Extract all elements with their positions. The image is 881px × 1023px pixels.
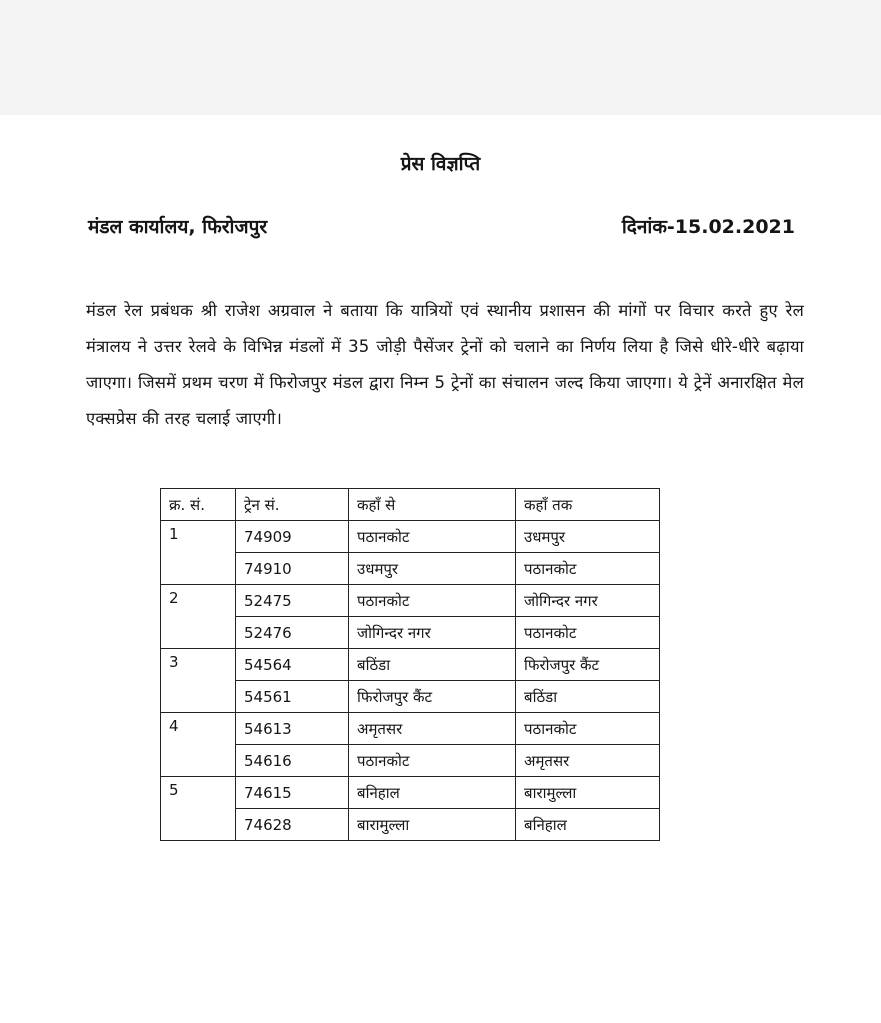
train-number-cell: 54564 [236,649,349,681]
from-cell: पठानकोट [349,585,516,617]
to-cell: बठिंडा [516,681,660,713]
train-number-cell: 54616 [236,745,349,777]
serial-cell: 4 [161,713,236,777]
train-number-cell: 74910 [236,553,349,585]
table-row [161,745,660,777]
from-cell: बारामुल्ला [349,809,516,841]
table-row [161,809,660,841]
from-cell: फिरोजपुर कैंट [349,681,516,713]
serial-cell: 3 [161,649,236,713]
to-cell: जोगिन्दर नगर [516,585,660,617]
serial-cell: 5 [161,777,236,841]
document-date: दिनांक-15.02.2021 [621,216,795,238]
train-number-cell: 52476 [236,617,349,649]
from-cell: बठिंडा [349,649,516,681]
to-cell: अमृतसर [516,745,660,777]
train-number-cell: 52475 [236,585,349,617]
serial-cell: 1 [161,521,236,585]
to-cell: पठानकोट [516,553,660,585]
to-cell: बनिहाल [516,809,660,841]
table-row [161,585,660,617]
from-cell: पठानकोट [349,745,516,777]
to-cell: फिरोजपुर कैंट [516,649,660,681]
page-title: प्रेस विज्ञप्ति [400,153,481,175]
serial-cell: 2 [161,585,236,649]
table-row [161,553,660,585]
to-cell: उधमपुर [516,521,660,553]
train-table [160,488,660,841]
top-band [0,0,881,115]
table-header-row [161,489,660,521]
table-row [161,777,660,809]
header-train-no: ट्रेन सं. [236,489,349,521]
from-cell: पठानकोट [349,521,516,553]
table-row [161,617,660,649]
from-cell: उधमपुर [349,553,516,585]
table-row [161,713,660,745]
to-cell: पठानकोट [516,713,660,745]
to-cell: बारामुल्ला [516,777,660,809]
office-name: मंडल कार्यालय, फिरोजपुर [88,216,268,238]
header-serial: क्र. सं. [161,489,236,521]
from-cell: अमृतसर [349,713,516,745]
table-row [161,521,660,553]
to-cell: पठानकोट [516,617,660,649]
from-cell: जोगिन्दर नगर [349,617,516,649]
train-number-cell: 54613 [236,713,349,745]
header-to: कहाँ तक [516,489,660,521]
train-number-cell: 74909 [236,521,349,553]
body-paragraph: मंडल रेल प्रबंधक श्री राजेश अग्रवाल ने बताया कि यात्रियों एवं स्थानीय प्रशासन की मांगों पर विचार करते हुए रेल मंत्रालय ने उत्तर रेलवे के विभिन्न मंडलों में 35 जोड़ी पैसेंजर ट्रेनों को चलाने का निर्णय लिया है जिसे धीरे-धीरे बढ़ाया जाएगा। जिसमें प्रथम चरण में फिरोजपुर मंडल द्वारा निम्न 5 ट्रेनों का संचालन जल्द किया जाएगा। ये ट्रेनें अनारक्षित मेल एक्सप्रेस की तरह चलाई जाएगी। [86,301,804,428]
table-row [161,681,660,713]
train-number-cell: 54561 [236,681,349,713]
train-number-cell: 74615 [236,777,349,809]
header-from: कहाँ से [349,489,516,521]
table-row [161,649,660,681]
train-number-cell: 74628 [236,809,349,841]
from-cell: बनिहाल [349,777,516,809]
